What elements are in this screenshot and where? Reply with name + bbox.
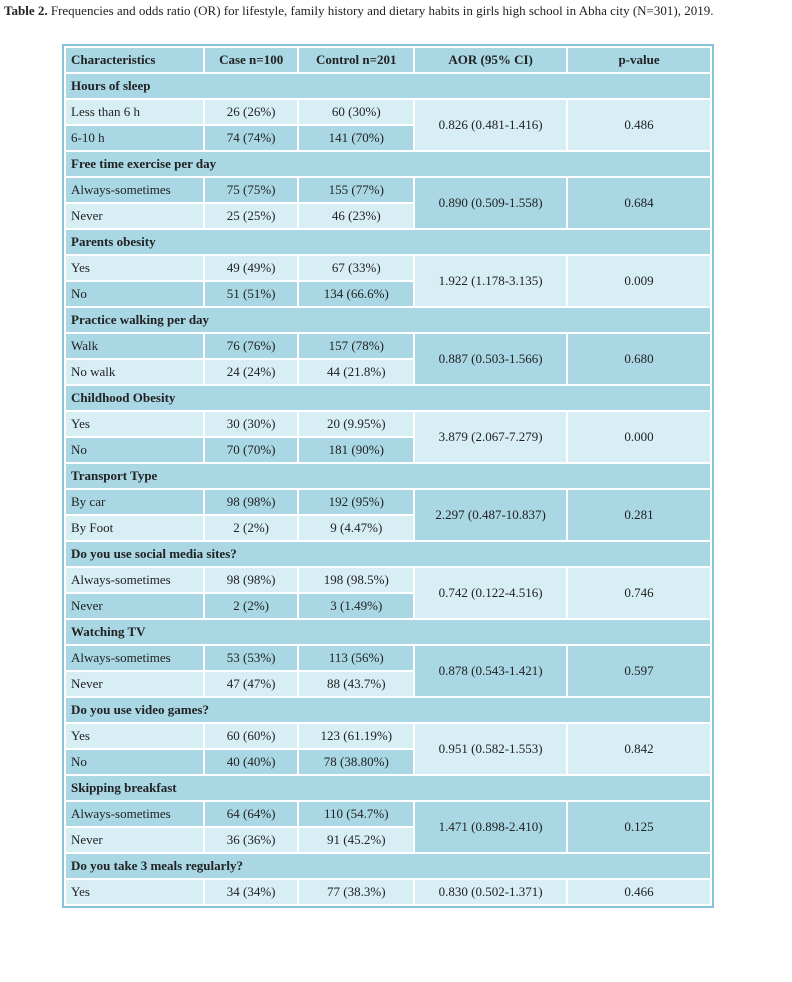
p-value-cell: 0.000 [568, 412, 710, 462]
table-row [66, 880, 710, 904]
case-cell: 36 (36%) [205, 828, 298, 852]
aor-cell: 0.878 (0.543-1.421) [415, 646, 566, 696]
row-label: Yes [66, 256, 203, 280]
row-label: Always-sometimes [66, 802, 203, 826]
case-cell: 75 (75%) [205, 178, 298, 202]
control-cell: 9 (4.47%) [299, 516, 413, 540]
row-label: Never [66, 594, 203, 618]
control-cell: 155 (77%) [299, 178, 413, 202]
p-value-cell: 0.009 [568, 256, 710, 306]
header-control: Control n=201 [299, 48, 413, 72]
case-cell: 2 (2%) [205, 516, 298, 540]
control-cell: 78 (38.80%) [299, 750, 413, 774]
p-value-cell: 0.281 [568, 490, 710, 540]
control-cell: 198 (98.5%) [299, 568, 413, 592]
row-label: Never [66, 828, 203, 852]
row-label: Yes [66, 724, 203, 748]
section-row [66, 854, 710, 878]
control-cell: 113 (56%) [299, 646, 413, 670]
section-row [66, 74, 710, 98]
header-aor: AOR (95% CI) [415, 48, 566, 72]
aor-cell: 2.297 (0.487-10.837) [415, 490, 566, 540]
control-cell: 134 (66.6%) [299, 282, 413, 306]
row-label: Never [66, 672, 203, 696]
aor-cell: 1.471 (0.898-2.410) [415, 802, 566, 852]
section-title: Transport Type [66, 464, 710, 488]
case-cell: 64 (64%) [205, 802, 298, 826]
table-row [66, 646, 710, 670]
case-cell: 47 (47%) [205, 672, 298, 696]
control-cell: 44 (21.8%) [299, 360, 413, 384]
table-row [66, 568, 710, 592]
section-title: Do you take 3 meals regularly? [66, 854, 710, 878]
section-title: Parents obesity [66, 230, 710, 254]
case-cell: 51 (51%) [205, 282, 298, 306]
case-cell: 26 (26%) [205, 100, 298, 124]
control-cell: 157 (78%) [299, 334, 413, 358]
table-row [66, 802, 710, 826]
p-value-cell: 0.125 [568, 802, 710, 852]
control-cell: 46 (23%) [299, 204, 413, 228]
case-cell: 74 (74%) [205, 126, 298, 150]
aor-cell: 3.879 (2.067-7.279) [415, 412, 566, 462]
caption-label: Table 2. [4, 3, 48, 18]
case-cell: 49 (49%) [205, 256, 298, 280]
header-characteristics: Characteristics [66, 48, 203, 72]
section-row [66, 620, 710, 644]
p-value-cell: 0.486 [568, 100, 710, 150]
table-row [66, 412, 710, 436]
p-value-cell: 0.466 [568, 880, 710, 904]
p-value-cell: 0.842 [568, 724, 710, 774]
aor-cell: 1.922 (1.178-3.135) [415, 256, 566, 306]
case-cell: 60 (60%) [205, 724, 298, 748]
row-label: Always-sometimes [66, 178, 203, 202]
case-cell: 34 (34%) [205, 880, 298, 904]
control-cell: 67 (33%) [299, 256, 413, 280]
row-label: By Foot [66, 516, 203, 540]
row-label: By car [66, 490, 203, 514]
section-title: Childhood Obesity [66, 386, 710, 410]
row-label: No [66, 750, 203, 774]
control-cell: 181 (90%) [299, 438, 413, 462]
control-cell: 91 (45.2%) [299, 828, 413, 852]
row-label: Walk [66, 334, 203, 358]
header-case: Case n=100 [205, 48, 298, 72]
case-cell: 30 (30%) [205, 412, 298, 436]
control-cell: 20 (9.95%) [299, 412, 413, 436]
header-row [66, 48, 710, 72]
section-row [66, 230, 710, 254]
table-row [66, 334, 710, 358]
row-label: No walk [66, 360, 203, 384]
section-row [66, 308, 710, 332]
table-row [66, 256, 710, 280]
section-title: Skipping breakfast [66, 776, 710, 800]
aor-cell: 0.951 (0.582-1.553) [415, 724, 566, 774]
p-value-cell: 0.684 [568, 178, 710, 228]
section-row [66, 542, 710, 566]
table-row [66, 490, 710, 514]
control-cell: 77 (38.3%) [299, 880, 413, 904]
case-cell: 24 (24%) [205, 360, 298, 384]
section-row [66, 464, 710, 488]
row-label: Less than 6 h [66, 100, 203, 124]
section-title: Free time exercise per day [66, 152, 710, 176]
section-row [66, 698, 710, 722]
aor-cell: 0.742 (0.122-4.516) [415, 568, 566, 618]
row-label: Yes [66, 412, 203, 436]
table-row [66, 100, 710, 124]
case-cell: 98 (98%) [205, 490, 298, 514]
data-table [62, 44, 714, 908]
control-cell: 123 (61.19%) [299, 724, 413, 748]
table-body [66, 74, 710, 904]
control-cell: 110 (54.7%) [299, 802, 413, 826]
case-cell: 70 (70%) [205, 438, 298, 462]
section-row [66, 386, 710, 410]
row-label: No [66, 438, 203, 462]
section-title: Hours of sleep [66, 74, 710, 98]
case-cell: 40 (40%) [205, 750, 298, 774]
case-cell: 98 (98%) [205, 568, 298, 592]
section-row [66, 776, 710, 800]
row-label: No [66, 282, 203, 306]
control-cell: 192 (95%) [299, 490, 413, 514]
table-row [66, 724, 710, 748]
section-title: Watching TV [66, 620, 710, 644]
p-value-cell: 0.680 [568, 334, 710, 384]
section-title: Practice walking per day [66, 308, 710, 332]
case-cell: 25 (25%) [205, 204, 298, 228]
control-cell: 141 (70%) [299, 126, 413, 150]
control-cell: 88 (43.7%) [299, 672, 413, 696]
aor-cell: 0.890 (0.509-1.558) [415, 178, 566, 228]
aor-cell: 0.826 (0.481-1.416) [415, 100, 566, 150]
case-cell: 76 (76%) [205, 334, 298, 358]
control-cell: 3 (1.49%) [299, 594, 413, 618]
section-title: Do you use video games? [66, 698, 710, 722]
aor-cell: 0.887 (0.503-1.566) [415, 334, 566, 384]
p-value-cell: 0.746 [568, 568, 710, 618]
row-label: Never [66, 204, 203, 228]
control-cell: 60 (30%) [299, 100, 413, 124]
p-value-cell: 0.597 [568, 646, 710, 696]
row-label: Always-sometimes [66, 646, 203, 670]
row-label: Always-sometimes [66, 568, 203, 592]
table-row [66, 178, 710, 202]
section-row [66, 152, 710, 176]
case-cell: 2 (2%) [205, 594, 298, 618]
caption-text: Frequencies and odds ratio (OR) for lifestyle, family history and dietary habits in girls high school in Abha city (N=301), 2019. [47, 3, 714, 18]
aor-cell: 0.830 (0.502-1.371) [415, 880, 566, 904]
case-cell: 53 (53%) [205, 646, 298, 670]
section-title: Do you use social media sites? [66, 542, 710, 566]
row-label: Yes [66, 880, 203, 904]
table-caption [4, 3, 784, 19]
row-label: 6-10 h [66, 126, 203, 150]
header-p-value: p-value [568, 48, 710, 72]
